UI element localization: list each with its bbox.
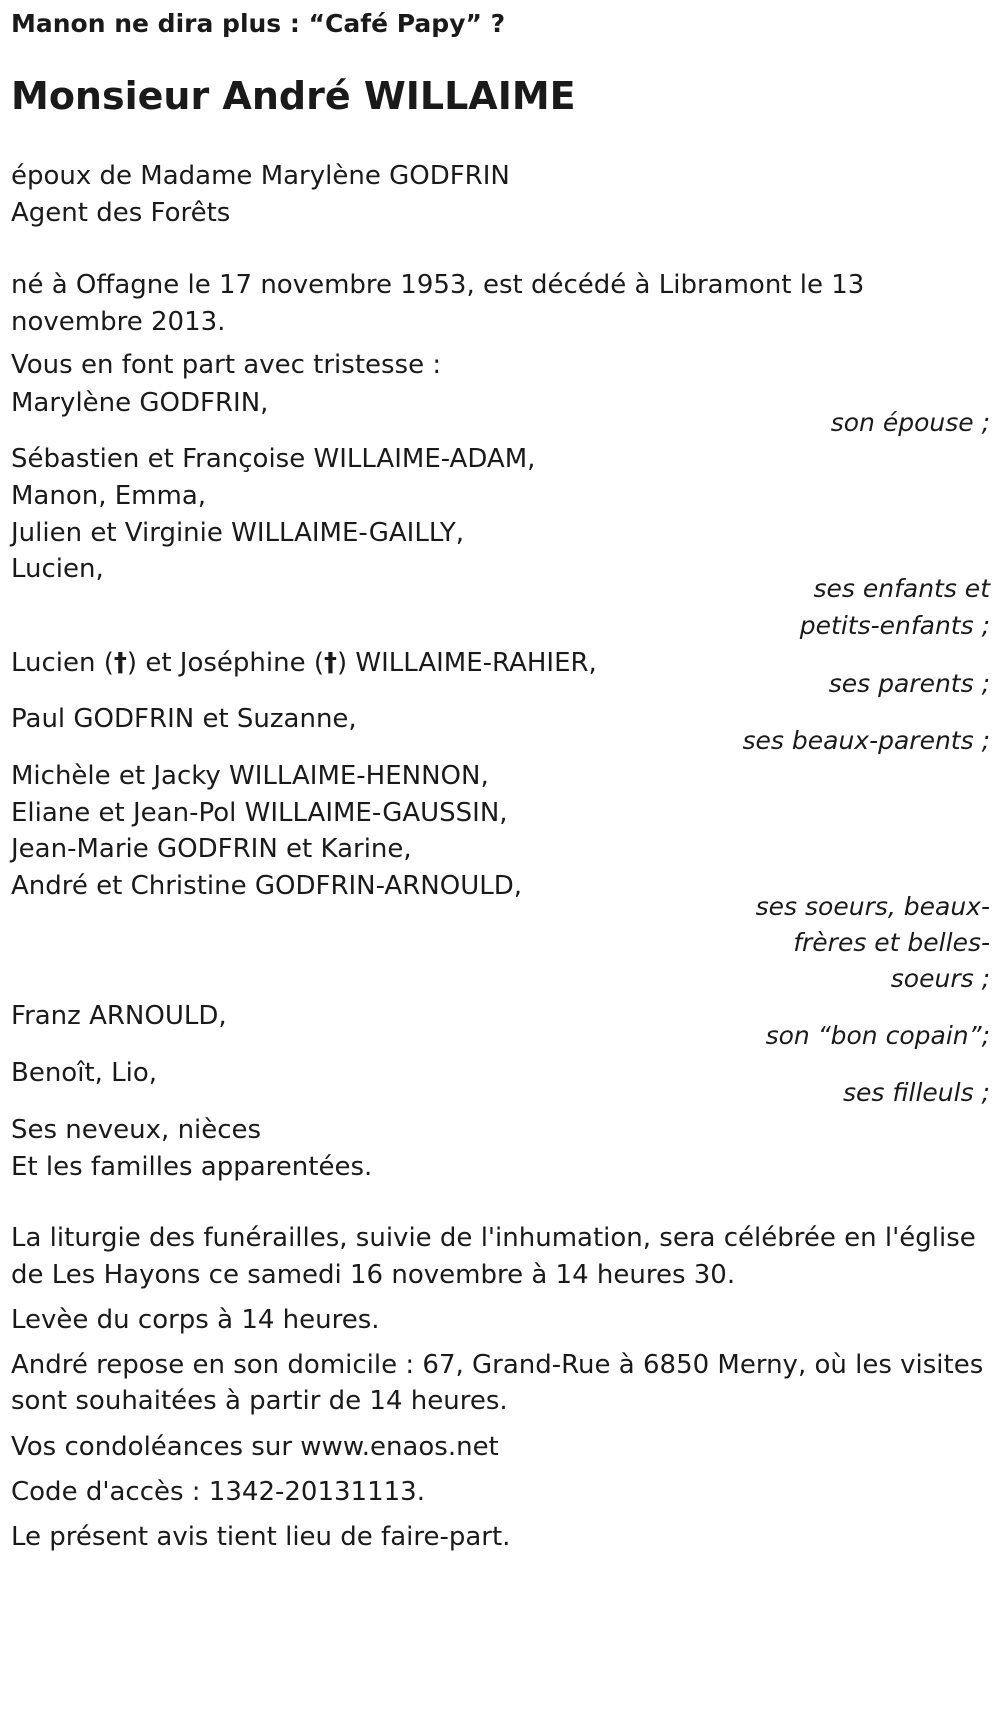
condoleances-line: Vos condoléances sur www.enaos.net	[11, 1432, 499, 1462]
soeurs-name-3: Jean-Marie GODFRIN et Karine,	[11, 834, 412, 864]
birth-death-line-2: novembre 2013.	[11, 307, 226, 337]
copain-relation: son “bon copain”;	[765, 1021, 990, 1050]
filleuls-relation: ses filleuls ;	[843, 1078, 990, 1107]
soeurs-relation-3: soeurs ;	[890, 964, 990, 993]
parents-name-part-1: Lucien (	[11, 648, 114, 678]
repose-line-2: sont souhaitées à partir de 14 heures.	[11, 1386, 508, 1416]
obituary-subtitle: Manon ne dira plus : “Café Papy” ?	[11, 9, 506, 38]
parents-name-part-2: ) et Joséphine (	[126, 648, 324, 678]
enfants-relation-1: ses enfants et	[813, 574, 990, 603]
funeral-line-2: de Les Hayons ce samedi 16 novembre à 14 heures 30.	[11, 1260, 736, 1290]
deceased-cross-icon: †	[113, 648, 127, 678]
family-line-2: Et les familles apparentées.	[11, 1152, 373, 1182]
repose-line-1: André repose en son domicile : 67, Grand-Rue à 6850 Merny, où les visites	[11, 1350, 984, 1380]
spouse-line: époux de Madame Marylène GODFRIN	[11, 161, 510, 191]
enfants-name-3: Julien et Virginie WILLAIME-GAILLY,	[11, 518, 465, 548]
soeurs-name-2: Eliane et Jean-Pol WILLAIME-GAUSSIN,	[11, 798, 508, 828]
deceased-name-title: Monsieur André WILLAIME	[11, 74, 576, 118]
soeurs-name-4: André et Christine GODFRIN-ARNOULD,	[11, 871, 522, 901]
soeurs-relation-1: ses soeurs, beaux-	[755, 892, 990, 921]
enfants-name-1: Sébastien et Françoise WILLAIME-ADAM,	[11, 444, 536, 474]
levee-line: Levèe du corps à 14 heures.	[11, 1305, 380, 1335]
parents-name-part-3: ) WILLAIME-RAHIER,	[337, 648, 597, 678]
filleuls-names: Benoît, Lio,	[11, 1058, 158, 1088]
profession-line: Agent des Forêts	[11, 198, 231, 228]
epouse-relation: son épouse ;	[830, 408, 990, 437]
epouse-name: Marylène GODFRIN,	[11, 388, 269, 418]
enfants-relation-2: petits-enfants ;	[799, 611, 990, 640]
beaux-parents-name: Paul GODFRIN et Suzanne,	[11, 704, 357, 734]
code-acces-line: Code d'accès : 1342-20131113.	[11, 1477, 425, 1507]
family-line-1: Ses neveux, nièces	[11, 1115, 262, 1145]
soeurs-name-1: Michèle et Jacky WILLAIME-HENNON,	[11, 761, 489, 791]
announce-intro: Vous en font part avec tristesse :	[11, 350, 442, 380]
parents-relation: ses parents ;	[828, 669, 990, 698]
birth-death-line-1: né à Offagne le 17 novembre 1953, est décédé à Libramont le 13	[11, 270, 865, 300]
parents-names	[11, 643, 597, 683]
avis-line: Le présent avis tient lieu de faire-part.	[11, 1522, 511, 1552]
deceased-cross-icon: †	[324, 648, 337, 678]
enfants-name-4: Lucien,	[11, 554, 104, 584]
soeurs-relation-2: frères et belles-	[793, 928, 990, 957]
copain-name: Franz ARNOULD,	[11, 1001, 227, 1031]
enfants-name-2: Manon, Emma,	[11, 481, 207, 511]
funeral-line-1: La liturgie des funérailles, suivie de l'inhumation, sera célébrée en l'église	[11, 1223, 976, 1253]
beaux-parents-relation: ses beaux-parents ;	[742, 726, 990, 755]
